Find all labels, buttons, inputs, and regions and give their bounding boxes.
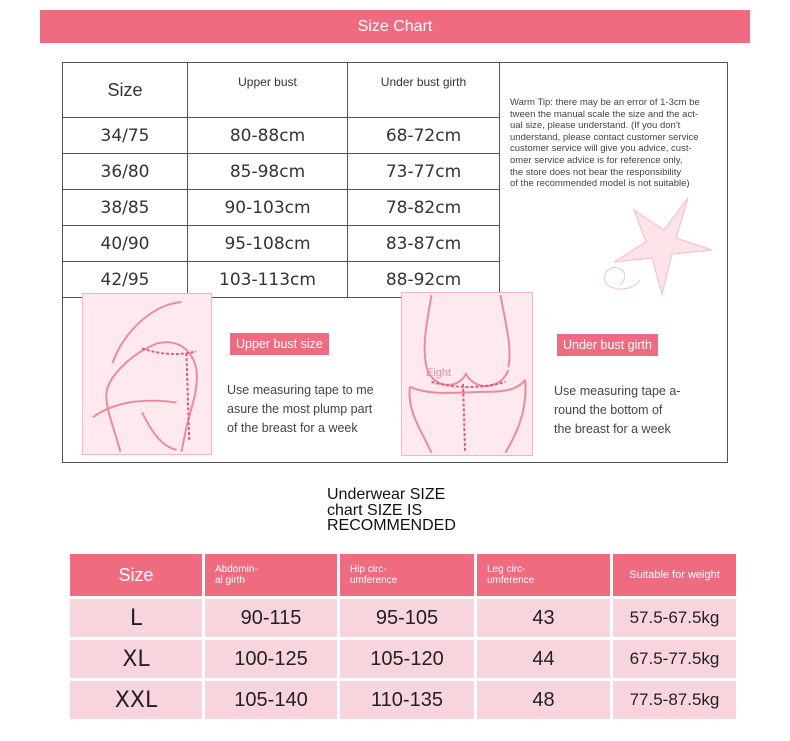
header-hip-circumference	[340, 554, 474, 596]
header-size: Size	[70, 554, 202, 596]
warm-tip-line: the store does not bear the responsibility	[510, 166, 682, 178]
table-row	[70, 640, 736, 678]
cell-upper-bust: 103-113cm	[188, 262, 348, 298]
decorative-star-icon	[600, 190, 725, 300]
cell-size: 40/90	[63, 226, 188, 262]
cell-leg-circumference: 43	[477, 599, 610, 637]
table-header-row	[63, 63, 500, 118]
warm-tip-line: ual size, please understand. (If you don't	[510, 120, 681, 132]
cell-abdominal-girth: 100-125	[205, 640, 337, 678]
table-row	[63, 154, 500, 190]
warm-tip-line: tween the manual scale the size and the act-	[510, 108, 699, 120]
cell-size: 42/95	[63, 262, 188, 298]
subtitle-line: Underwear SIZE	[327, 486, 446, 503]
header-under-bust: Under bust girth	[348, 63, 500, 118]
warm-tip-line: Warm Tip: there may be an error of 1-3cm be	[510, 97, 700, 108]
under-bust-tag-label: Under bust girth	[563, 338, 652, 352]
bra-size-table	[62, 62, 500, 298]
under-bust-illustration	[402, 293, 532, 455]
table-header-row	[70, 554, 736, 596]
description-line: Use measuring tape a-	[554, 384, 681, 398]
cell-abdominal-girth: 90-115	[205, 599, 337, 637]
cell-hip-circumference: 105-120	[340, 640, 474, 678]
cell-upper-bust: 95-108cm	[188, 226, 348, 262]
cell-size: L	[70, 599, 202, 637]
cell-weight: 57.5-67.5kg	[613, 599, 736, 637]
description-line: the breast for a week	[554, 422, 671, 436]
upper-bust-tag	[230, 333, 329, 355]
cell-abdominal-girth: 105-140	[205, 681, 337, 719]
cell-under-bust: 78-82cm	[348, 190, 500, 226]
warm-tip-line: of the recommended model is not suitable)	[510, 178, 690, 190]
header-leg-circumference	[477, 554, 610, 596]
cell-hip-circumference: 110-135	[340, 681, 474, 719]
cell-under-bust: 83-87cm	[348, 226, 500, 262]
cell-weight: 77.5-87.5kg	[613, 681, 736, 719]
cell-size: 34/75	[63, 118, 188, 154]
cell-leg-circumference: 48	[477, 681, 610, 719]
header-weight: Suitable for weight	[613, 554, 736, 596]
warm-tip-line: understand, please contact customer service	[510, 131, 699, 143]
upper-bust-tag-label: Upper bust size	[236, 337, 323, 351]
cell-size: XL	[70, 640, 202, 678]
under-bust-tag	[557, 334, 658, 356]
subtitle-line: chart SIZE IS	[327, 501, 423, 519]
cell-leg-circumference: 44	[477, 640, 610, 678]
header-line: umference	[487, 575, 535, 586]
warm-tip-line: omer service advice is for reference only,	[510, 154, 683, 166]
upper-bust-description	[227, 381, 374, 438]
header-line: umference	[350, 575, 398, 586]
cell-upper-bust: 85-98cm	[188, 154, 348, 190]
header-line: Leg circ-	[487, 564, 526, 575]
table-row	[63, 190, 500, 226]
underwear-size-table	[67, 551, 739, 722]
under-bust-description	[554, 382, 680, 439]
figure-label: Eight	[426, 367, 452, 379]
cell-weight: 67.5-77.5kg	[613, 640, 736, 678]
warm-tip	[510, 97, 732, 190]
banner-title: Size Chart	[357, 17, 433, 35]
table-row	[70, 681, 736, 719]
table-row	[70, 599, 736, 637]
header-line: Abdomin-	[215, 564, 258, 575]
description-line: asure the most plump part	[227, 402, 373, 416]
description-line: of the breast for a week	[227, 421, 358, 435]
description-line: Use measuring tape to me	[227, 383, 374, 397]
cell-size: 38/85	[63, 190, 188, 226]
cell-size: 36/80	[63, 154, 188, 190]
under-bust-figure	[401, 292, 533, 456]
upper-bust-illustration	[83, 294, 211, 454]
upper-bust-figure	[82, 293, 212, 455]
cell-under-bust: 68-72cm	[348, 118, 500, 154]
warm-tip-line: customer service will give you advice, cust-	[510, 143, 692, 155]
cell-size: XXL	[70, 681, 202, 719]
description-line: round the bottom of	[554, 403, 663, 417]
cell-hip-circumference: 95-105	[340, 599, 474, 637]
cell-under-bust: 88-92cm	[348, 262, 500, 298]
cell-upper-bust: 90-103cm	[188, 190, 348, 226]
header-line: Hip circ-	[350, 564, 387, 575]
table-row	[63, 226, 500, 262]
table-row	[63, 118, 500, 154]
cell-upper-bust: 80-88cm	[188, 118, 348, 154]
header-size: Size	[63, 63, 188, 118]
header-line: al girth	[215, 575, 246, 586]
cell-under-bust: 73-77cm	[348, 154, 500, 190]
subtitle-line: RECOMMENDED	[327, 517, 456, 534]
size-chart-banner	[40, 10, 750, 43]
header-abdominal-girth	[205, 554, 337, 596]
underwear-section-title	[327, 487, 527, 534]
header-upper-bust: Upper bust	[188, 63, 348, 118]
